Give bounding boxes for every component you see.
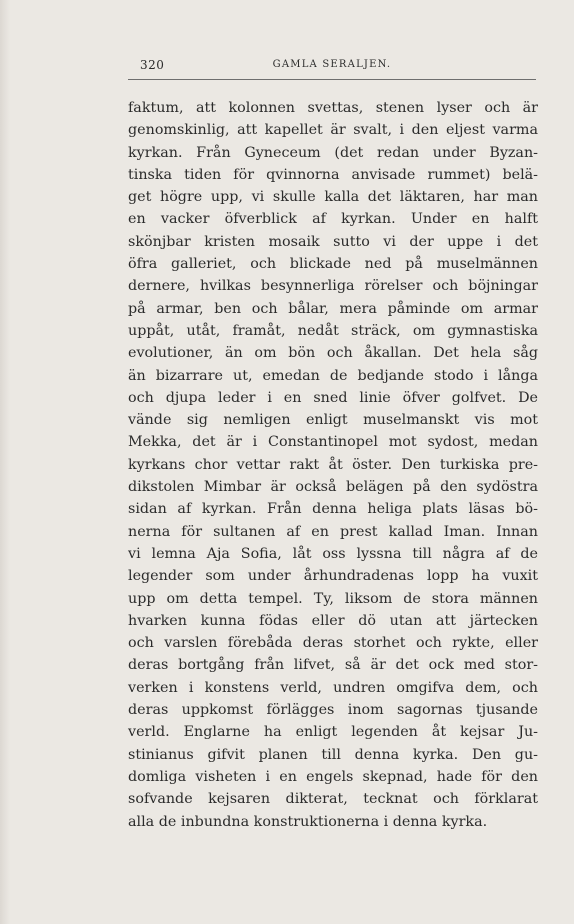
text-line: dikstolen Mimbar är också belägen på den sydöstra	[128, 479, 538, 496]
text-line: faktum, att kolonnen svettas, stenen lyser och är	[128, 100, 538, 116]
text-line: vi lemna Aja Sofia, låt oss lyssna till några af de	[128, 545, 538, 562]
text-line: uppåt, utåt, framåt, nedåt sträck, om gymnastiska	[128, 322, 538, 339]
body-text	[128, 97, 538, 833]
text-line: domliga visheten i en engels skepnad, hade för den	[128, 768, 538, 785]
text-line: skönjbar kristen mosaik sutto vi der uppe i det	[128, 233, 538, 250]
page-header	[128, 58, 536, 76]
text-line: deras uppkomst förlägges inom sagornas tjusande	[128, 702, 538, 719]
text-line: alla de inbundna konstruktionerna i denna kyrka.	[128, 813, 488, 830]
text-line: tinska tiden för qvinnorna anvisade rummet) belä-	[128, 166, 538, 183]
text-line: verld. Englarne ha enligt legenden åt kejsar Ju-	[128, 724, 538, 741]
page-number: 320	[140, 58, 165, 72]
text-line: genomskinlig, att kapellet är svalt, i den eljest varma	[128, 122, 538, 139]
text-line: stinianus gifvit planen till denna kyrka. Den gu-	[128, 746, 538, 763]
running-head: GAMLA SERALJEN.	[272, 59, 392, 70]
text-line: och varslen förebåda deras storhet och rykte, eller	[128, 635, 538, 652]
text-line: hvarken kunna födas eller dö utan att järtecken	[128, 612, 538, 629]
text-line: get högre upp, vi skulle kalla det läktaren, har man	[128, 189, 538, 206]
text-line: och djupa leder i en sned linie öfver golfvet. De	[128, 389, 538, 406]
text-line: kyrkan. Från Gyneceum (det redan under Byzan-	[128, 144, 538, 161]
text-line: Mekka, det är i Constantinopel mot sydost, medan	[128, 434, 538, 451]
text-line: kyrkans chor vettar rakt åt öster. Den turkiska pre-	[128, 456, 538, 473]
text-line: vände sig nemligen enligt muselmanskt vis mot	[128, 412, 538, 429]
text-line: på armar, ben och bålar, mera påminde om armar	[128, 300, 538, 317]
text-line: nerna för sultanen af en prest kallad Iman. Innan	[128, 523, 538, 540]
text-line: verken i konstens verld, undren omgifva dem, och	[128, 679, 538, 696]
text-line: dernere, hvilkas besynnerliga rörelser och böjningar	[128, 278, 538, 295]
text-line: deras bortgång från lifvet, så är det ock med stor-	[128, 657, 538, 674]
text-line: sidan af kyrkan. Från denna heliga plats läsas bö-	[128, 501, 538, 518]
text-line: öfra galleriet, och blickade ned på muselmännen	[128, 256, 538, 273]
text-line: legender som under århundradenas lopp ha vuxit	[128, 568, 538, 585]
text-line: evolutioner, än om bön och åkallan. Det hela såg	[128, 345, 538, 362]
page-edge-shadow	[0, 0, 10, 924]
text-line: upp om detta tempel. Ty, liksom de stora männen	[128, 590, 538, 607]
text-line: sofvande kejsaren dikterat, tecknat och förklarat	[128, 791, 538, 808]
text-line: en vacker öfverblick af kyrkan. Under en halft	[128, 211, 538, 228]
text-line: än bizarrare ut, emedan de bedjande stodo i långa	[128, 367, 538, 384]
header-rule	[128, 79, 536, 80]
